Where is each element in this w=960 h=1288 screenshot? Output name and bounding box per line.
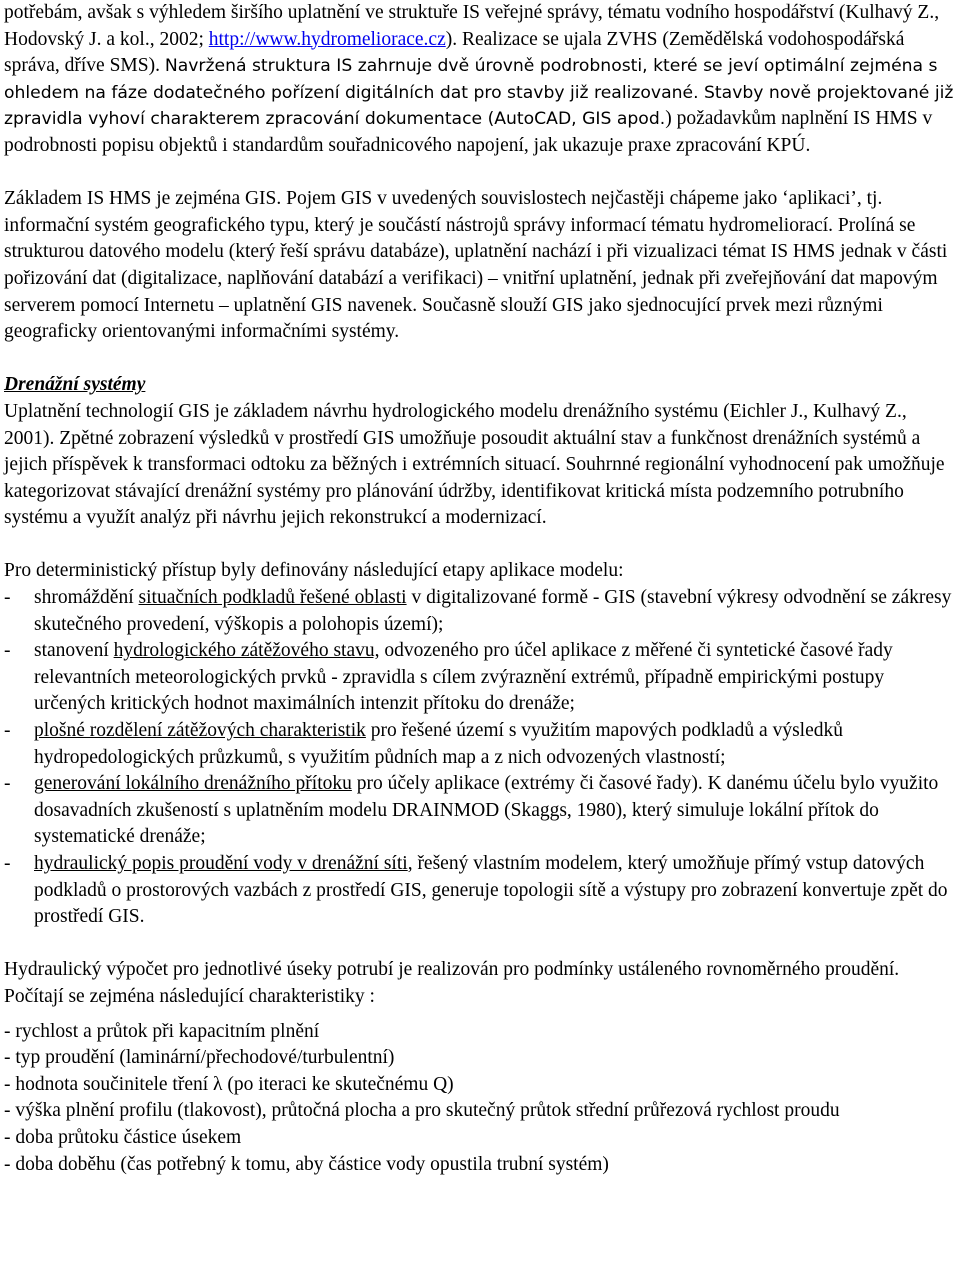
stage-text-after: , řešený vlastním modelem, který umožňuje přímý vstup datových podkladů o prostorových vazbách z prostředí GIS, generuje topologii sítě a výstupy pro zobrazení konvertuje zpět do prostředí GIS. <box>34 853 948 928</box>
characteristic-item: - doba průtoku částice úsekem <box>4 1126 242 1148</box>
stage-item <box>4 638 956 718</box>
drainage-paragraph: Uplatnění technologií GIS je základem návrhu hydrologického modelu drenážního systému (Eichler J., Kulhavý Z., 2001). Zpětné zobrazení výsledků v prostředí GIS umožňuje posoudit aktuální stav a funkčnost drenážních systémů a jejich příspěvek k transformaci odtoku za běžných i extrémních situací. Souhrnné regionální vyhodnocení pak umožňuje kategorizovat stávající drenážní systémy pro plánování údržby, identifikovat kritická místa podzemního potrubního systému a využít analýz při návrhu jejich rekonstrukcí a modernizací. <box>4 400 945 529</box>
intro-sentence-2: Navržená struktura IS zahrnuje dvě úrovně podrobnosti, které se jeví optimální zejména s ohledem na fáze dodatečného pořízení digitálních dat pro stavby již realizované. <box>4 56 938 103</box>
stage-dash-marker: - <box>4 720 11 742</box>
characteristic-item: - hodnota součinitele tření λ (po iteraci ke skutečnému Q) <box>4 1073 454 1095</box>
document-page <box>4 0 956 1178</box>
stage-key-phrase: hydrologického zátěžového stavu, <box>113 640 380 662</box>
stage-key-phrase: situačních podkladů řešené oblasti <box>138 587 407 609</box>
characteristic-item: - doba doběhu (čas potřebný k tomu, aby částice vody opustila trubní systém) <box>4 1153 609 1175</box>
spacer <box>4 532 956 559</box>
stage-text-before: shromáždění <box>34 587 139 609</box>
stage-text-after: odvozeného pro účel aplikace z měřené či syntetické časové řady relevantních meteorologických prvků - zpravidla s cílem zvýraznění extrémů, případně empirickými postupy určených kritických hodnot maximálních intenzit přítoku do drenáže; <box>34 640 893 715</box>
characteristic-item: - typ proudění (laminární/přechodové/turbulentní) <box>4 1047 395 1069</box>
stage-dash-marker: - <box>4 853 11 874</box>
stage-text-after: pro účely aplikace (extrémy či časové řady). K danému účelu bylo využito dosavadních zkušeností s uplatněním modelu DRAINMOD (Skaggs, 1980), který simuluje lokální přítok do systematické drenáže; <box>34 773 939 848</box>
intro-sentence-1: potřebám, avšak s výhledem širšího uplatnění ve struktuře IS veřejné správy, tématu vodního hospodářství (Kulhavý Z., Hodovský J. a kol., 2002; <box>4 2 940 50</box>
stage-text-after: v digitalizované formě - GIS (stavební výkresy odvodnění se zákresy skutečného provedení, výškopis a polohopis území); <box>34 587 952 635</box>
stage-item <box>4 585 956 638</box>
stage-item <box>4 851 956 931</box>
intro-sentence-1-end: ). Realizace se ujala ZVHS (Zemědělská vodohospodářská správa, dříve SMS). <box>4 28 905 77</box>
stage-dash-marker: - <box>4 773 11 795</box>
hydromeliorace-link[interactable]: http://www.hydromeliorace.cz <box>208 28 446 50</box>
spacer <box>4 1011 956 1019</box>
drainage-heading: Drenážní systémy <box>4 374 146 396</box>
stage-key-phrase: plošné rozdělení zátěžových charakteristik <box>34 720 366 742</box>
stage-text-before: stanovení <box>34 640 114 662</box>
stages-list <box>4 585 956 931</box>
stages-intro: Pro deterministický přístup byly definovány následující etapy aplikace modelu: <box>4 560 624 582</box>
spacer <box>4 346 956 373</box>
hydraulic-intro: Hydraulický výpočet pro jednotlivé úseky potrubí je realizován pro podmínky ustáleného rovnoměrného proudění. Počítají se zejména následující charakteristiky : <box>4 959 900 1007</box>
stage-dash-marker: - <box>4 587 11 609</box>
spacer <box>4 931 956 958</box>
intro-sentence-4: ) požadavkům naplnění IS HMS v podrobnosti popisu objektů i standardům souřadnicového napojení, jak ukazuje praxe zpracování KPÚ. <box>4 108 933 156</box>
stage-key-phrase: generování lokálního drenážního přítoku <box>34 773 352 795</box>
intro-sentence-3: Stavby nově projektované již zpravidla vyhoví charakterem zpracování dokumentace (AutoCAD, GIS apod. <box>4 82 954 130</box>
hydraulic-characteristics-list <box>4 1019 956 1179</box>
characteristic-item: - rychlost a průtok při kapacitním plnění <box>4 1020 320 1042</box>
stage-text-after: pro řešené území s využitím mapových podkladů a výsledků hydropedologických průzkumů, s využitím půdních map a z nich odvozených vlastností; <box>34 720 843 768</box>
gis-paragraph: Základem IS HMS je zejména GIS. Pojem GIS v uvedených souvislostech nejčastěji chápeme jako ‘aplikaci’, tj. informační systém geografického typu, který je součástí nástrojů správy informací tématu hydromeliorací. Prolíná se strukturou datového modelu (který řeší správu databáze), uplatnění nachází i při vizualizaci témat IS HMS jednak v části pořizování dat (digitalizace, naplňování databází a verifikaci) – vnitřní uplatnění, jednak při zveřejňování dat mapovým serverem pomocí Internetu – uplatnění GIS navenek. Současně slouží GIS jako sjednocující prvek mezi různými geograficky orientovanými informačními systémy. <box>4 188 948 343</box>
stage-key-phrase: hydraulický popis proudění vody v drenážní síti <box>34 853 408 874</box>
intro-paragraph <box>4 0 956 160</box>
spacer <box>4 160 956 187</box>
characteristic-item: - výška plnění profilu (tlakovost), průtočná plocha a pro skutečný průtok střední průřezová rychlost proudu <box>4 1100 840 1122</box>
stage-item <box>4 718 956 771</box>
stage-dash-marker: - <box>4 640 11 662</box>
stage-item <box>4 771 956 851</box>
